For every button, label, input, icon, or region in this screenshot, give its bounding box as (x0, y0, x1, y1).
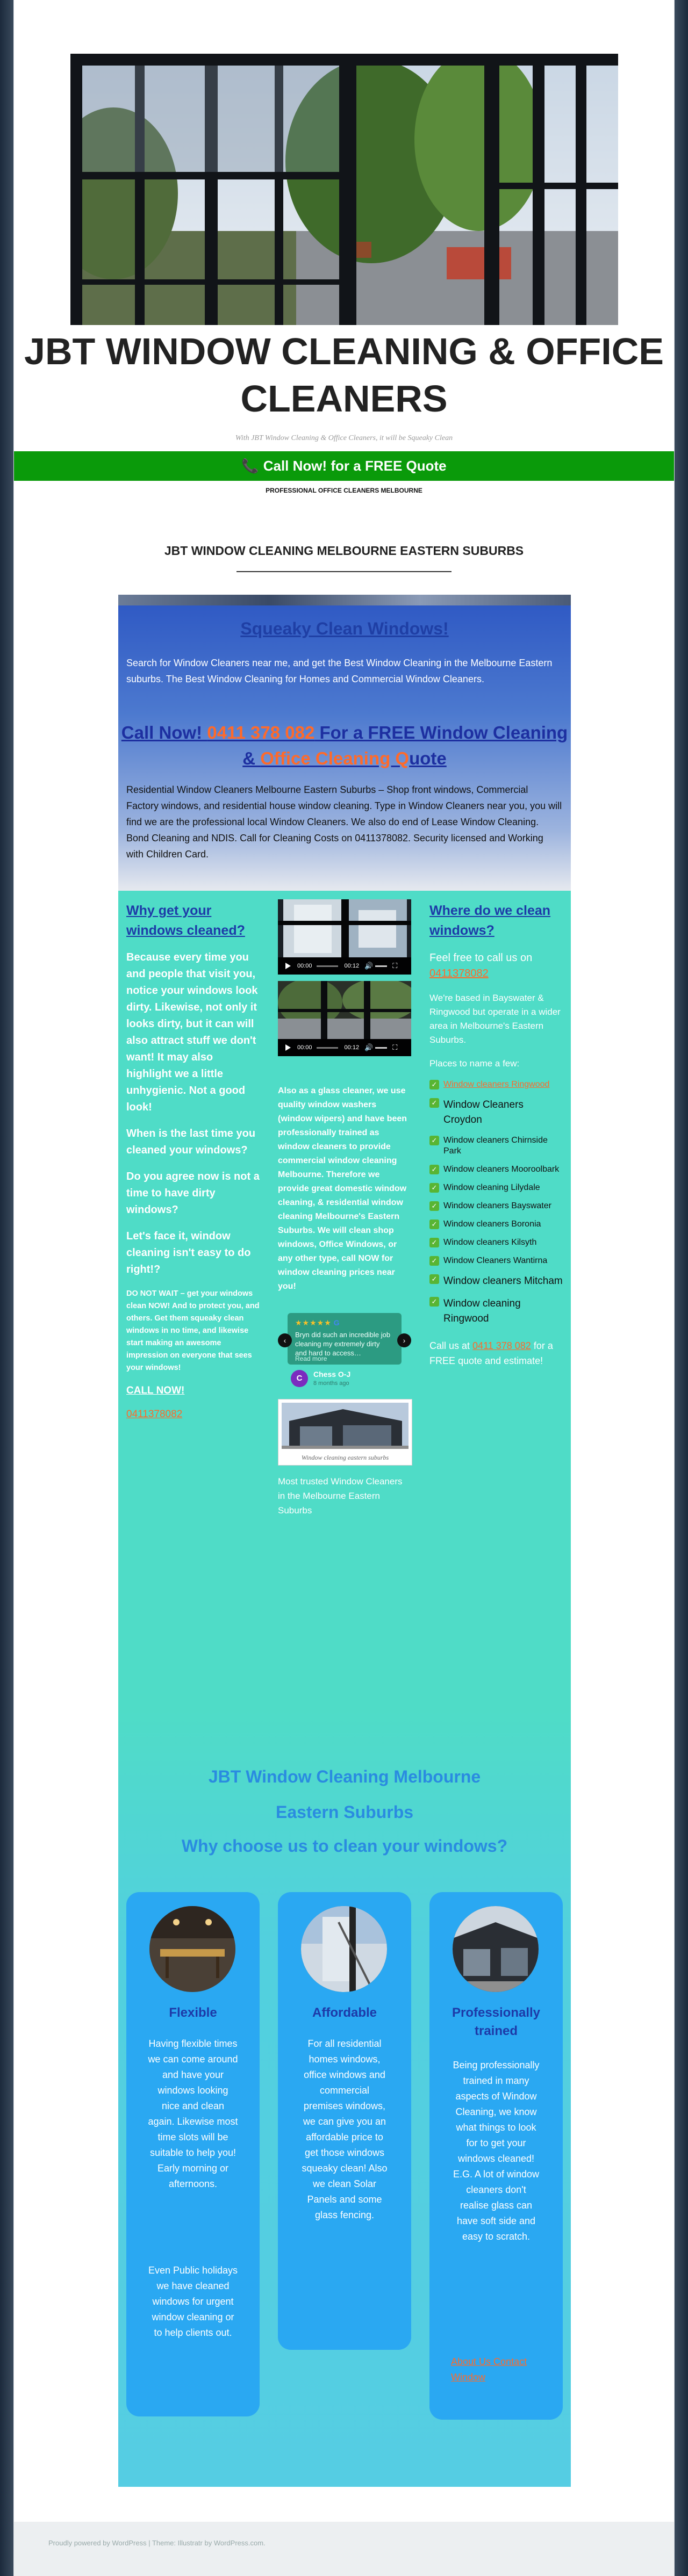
why-clean-paragraph: Because every time you and people that visit you, notice your windows look dirty. Likewise, not only it looks dirty, but it can will also attract stuff we don't want! It may also highlight we a little unhygienic. Not a good look! (126, 951, 258, 1113)
about-contact-link[interactable]: About Us Contact Window (451, 2356, 527, 2383)
intro-text: Search for Window Cleaners near me, and get the Best Window Cleaning in the Melbourne Eastern suburbs. The Best Window Cleaning for Homes and Commercial Window Cleaners. (126, 658, 553, 684)
video-player-1[interactable] (278, 899, 411, 975)
location-label: Window cleaners Kilsyth (443, 1238, 537, 1247)
feature-title-flexible: Flexible (169, 2005, 217, 2020)
left-column (126, 901, 260, 1420)
location-item (429, 1201, 563, 1211)
location-label: Window cleaners Bayswater (443, 1201, 551, 1210)
glass-cleaner-description: Also as a glass cleaner, we use quality window washers (window wipers) and have been professionally trained as window cleaners to provide commercial window cleaning Melbourne. Therefore we provide great domestic window cleaning, & residential window cleaning Melbourne's Eastern Suburbs. We will clean shop windows, Office Windows, or any other type, call NOW for window cleaning prices near you! (278, 1086, 407, 1291)
feature-body-flexible-2: Even Public holidays we have cleaned windows for urgent window cleaning or to help clients out. (148, 2265, 238, 2338)
header-strip-image (118, 595, 571, 605)
site-title[interactable]: JBT WINDOW CLEANING & OFFICE CLEANERS (24, 330, 664, 420)
right-column (429, 901, 563, 1368)
carousel-next-button[interactable]: › (397, 1333, 411, 1347)
call-now-link[interactable]: CALL NOW! (126, 1385, 185, 1396)
checkmark-icon: ✓ (429, 1136, 439, 1145)
based-text: We're based in Bayswater & Ringwood but operate in a wider area in Melbourne's Eastern Suburbs. (429, 993, 561, 1045)
location-item (429, 1182, 563, 1193)
theme-link[interactable]: Theme: Illustratr by WordPress.com. (152, 2539, 266, 2547)
why-title-line-2: Eastern Suburbs (275, 1802, 414, 1822)
left-phone-link[interactable]: 0411378082 (126, 1409, 183, 1420)
places-intro: Places to name a few: (429, 1058, 520, 1069)
middle-column (278, 899, 411, 1518)
location-label: Window cleaners Chirnside Park (443, 1136, 548, 1156)
trusted-text: Most trusted Window Cleaners in the Melbourne Eastern Suburbs (278, 1476, 403, 1516)
video-controls-1 (278, 957, 411, 975)
reviewer-name: Chess O-J (313, 1370, 351, 1379)
location-item (429, 1296, 563, 1326)
question-3: Let's face it, window cleaning isn't easy to do right!? (126, 1230, 251, 1275)
location-label: Window Cleaners Wantirna (443, 1256, 548, 1265)
page-title: JBT WINDOW CLEANING MELBOURNE EASTERN SUBURBS (164, 544, 524, 558)
wordpress-link[interactable]: Proudly powered by WordPress (48, 2539, 147, 2547)
checkmark-icon: ✓ (429, 1238, 439, 1247)
location-label: Window cleaning Ringwood (443, 1298, 521, 1324)
review-text: Bryn did such an incredible job cleaning my extremely dirty and hard to access… (295, 1331, 391, 1357)
volume-icon[interactable]: 🔊 (364, 1043, 374, 1051)
footer-credits: Proudly powered by WordPress | Theme: Illustratr by WordPress.com. (48, 2539, 266, 2547)
location-item (429, 1098, 563, 1128)
location-item (429, 1219, 563, 1230)
review-time: 8 months ago (313, 1380, 349, 1387)
video-duration: 00:12 (344, 963, 360, 969)
call-us-text: Call us at 0411 378 082 for a FREE quote and estimate! (429, 1340, 553, 1366)
question-2: Do you agree now is not a time to have dirty windows? (126, 1171, 260, 1216)
sub-heading: PROFESSIONAL OFFICE CLEANERS MELBOURNE (266, 487, 422, 494)
feature-body-flexible: Having flexible times we can come around and have your windows looking nice and clean again. Likewise most time slots will be suitable to help you! Early morning or afternoons. (148, 2038, 238, 2189)
read-more-link[interactable]: Read more (295, 1355, 327, 1362)
call-mid: For a FREE Window Cleaning (314, 723, 568, 742)
why-title-line-3: Why choose us to clean your windows? (181, 1836, 508, 1856)
intro-heading[interactable]: Squeaky Clean Windows! (240, 619, 449, 638)
call-now-label: Call Now! for a FREE Quote (263, 458, 447, 474)
call-amp: & (242, 748, 261, 768)
call-end: uote (409, 748, 447, 768)
intro-panel (118, 595, 571, 891)
location-item (429, 1274, 563, 1289)
volume-slider[interactable] (375, 965, 387, 967)
location-label: Window Cleaners Croydon (443, 1099, 524, 1125)
video-player-2[interactable] (278, 981, 411, 1056)
play-icon[interactable] (285, 963, 291, 969)
location-item (429, 1237, 563, 1248)
phone-icon: 📞 (241, 458, 259, 474)
checkmark-icon: ✓ (429, 1274, 439, 1284)
call-prefix: Call Now! (121, 723, 207, 742)
site-tagline: With JBT Window Cleaning & Office Cleaners, it will be Squeaky Clean (235, 434, 453, 442)
location-item (429, 1135, 563, 1157)
checkmark-icon: ✓ (429, 1297, 439, 1307)
rating-stars: ★★★★★ G (295, 1318, 340, 1327)
review-card (288, 1313, 402, 1365)
checkmark-icon: ✓ (429, 1080, 439, 1089)
google-icon: G (333, 1318, 340, 1327)
video-controls-2 (278, 1039, 411, 1056)
checkmark-icon: ✓ (429, 1201, 439, 1211)
video-current-time: 00:00 (297, 963, 312, 969)
title-divider (236, 571, 452, 572)
call-us-phone-link[interactable]: 0411 378 082 (472, 1340, 531, 1351)
site-footer (14, 2522, 674, 2576)
video-duration: 00:12 (344, 1044, 360, 1051)
feature-body-professional: Being professionally trained in many aspects of Window Cleaning, we know what things to look for to get your windows cleaned! E.G. A lot of window cleaners don't realise glass can have soft side and easy to scratch. (453, 2060, 540, 2242)
checkmark-icon: ✓ (429, 1183, 439, 1193)
location-item[interactable] (429, 1079, 563, 1090)
volume-slider[interactable] (375, 1047, 387, 1049)
feature-card-professional (429, 1892, 563, 2420)
page (14, 0, 674, 2576)
where-clean-heading[interactable]: Where do we clean windows? (429, 903, 551, 938)
checkmark-icon: ✓ (429, 1098, 439, 1108)
play-icon[interactable] (285, 1044, 291, 1051)
question-1: When is the last time you cleaned your windows? (126, 1128, 256, 1156)
right-phone-link[interactable]: 0411378082 (429, 968, 489, 979)
location-item (429, 1255, 563, 1266)
hero-image (70, 54, 618, 325)
locations-list (429, 1079, 563, 1326)
intro-call-link[interactable] (118, 720, 571, 771)
feature-title-affordable: Affordable (312, 2005, 377, 2020)
location-label: Window cleaners Mooroolbark (443, 1165, 560, 1174)
photo-caption: Window cleaning eastern suburbs (301, 1454, 389, 1461)
fullscreen-icon[interactable]: ⛶ (392, 962, 398, 970)
feature-title-professional: Professionally trained (452, 2005, 541, 2038)
video-progress-bar[interactable] (317, 1047, 338, 1049)
location-label[interactable]: Window cleaners Ringwood (443, 1080, 550, 1089)
carousel-prev-button[interactable]: ‹ (278, 1333, 292, 1347)
call-office-link[interactable]: Office Cleaning Q (260, 748, 410, 768)
feel-free-text: Feel free to call us on 0411378082 (429, 952, 533, 979)
building-photo (278, 1399, 412, 1466)
feature-body-affordable: For all residential homes windows, office windows and commercial premises windows, we can give you an affordable price to get those windows squeaky clean! Also we clean Solar Panels and some glass fencing. (302, 2038, 388, 2220)
feature-image-professional (453, 1906, 539, 1992)
video-current-time: 00:00 (297, 1044, 312, 1051)
call-phone-link[interactable]: 0411 378 082 (207, 723, 315, 742)
fullscreen-icon[interactable]: ⛶ (392, 1043, 398, 1051)
intro-body: Residential Window Cleaners Melbourne Eastern Suburbs – Shop front windows, Commercial Factory windows, and residential house window cleaning. Type in Window Cleaners near you, you will find we are the professional local Window Cleaners. We also do end of Lease Window Cleaning. Bond Cleaning and NDIS. Call for Cleaning Costs on 0411378082. Security licensed and Working with Children Card. (126, 784, 562, 860)
feature-image-affordable (301, 1906, 387, 1992)
video-progress-bar[interactable] (317, 965, 338, 967)
location-label: Window cleaners Mitcham (443, 1275, 563, 1287)
checkmark-icon: ✓ (429, 1256, 439, 1266)
review-carousel (278, 1310, 411, 1390)
feature-card-flexible (126, 1892, 260, 2416)
checkmark-icon: ✓ (429, 1165, 439, 1174)
do-not-wait-text: DO NOT WAIT – get your windows clean NOW! And to protect you, and others. Get them squeaky clean windows in no time, and likewise start making an awesome impression on everyone that sees your windows! (126, 1289, 260, 1372)
location-item (429, 1164, 563, 1175)
why-title-line-1: JBT Window Cleaning Melbourne (208, 1767, 481, 1786)
reviewer-avatar: C (291, 1370, 308, 1387)
location-label: Window cleaners Boronia (443, 1220, 541, 1229)
feature-image-flexible (149, 1906, 235, 1992)
feature-card-affordable (278, 1892, 411, 2350)
checkmark-icon: ✓ (429, 1220, 439, 1229)
call-now-bar[interactable] (14, 451, 674, 481)
why-clean-heading[interactable]: Why get your windows cleaned? (126, 903, 245, 938)
volume-icon[interactable]: 🔊 (364, 962, 374, 970)
location-label: Window cleaning Lilydale (443, 1183, 540, 1192)
